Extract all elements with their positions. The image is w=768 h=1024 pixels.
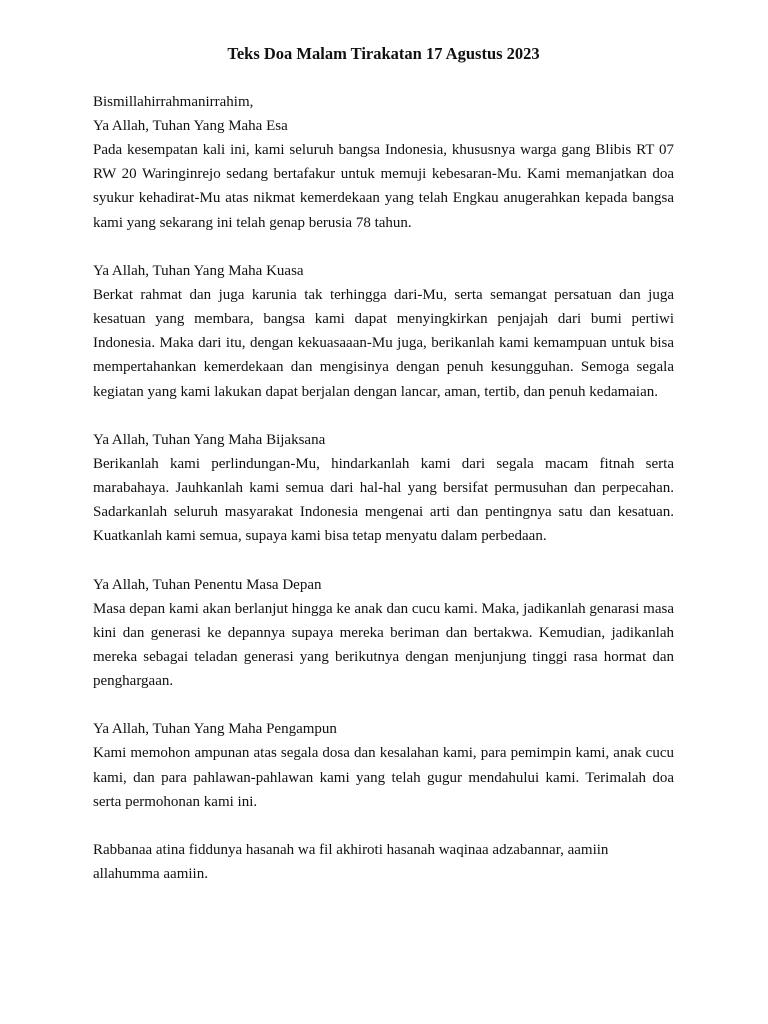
section-heading: Ya Allah, Tuhan Yang Maha Bijaksana (93, 431, 326, 448)
prayer-section-masa-depan (93, 573, 674, 694)
section-heading: Ya Allah, Tuhan Yang Maha Pengampun (93, 721, 337, 738)
section-paragraph: Berkat rahmat dan juga karunia tak terhingga dari-Mu, serta semangat persatuan dan juga kesatuan yang membara, bangsa kami dapat menyingkirkan penjajah dari bumi pertiwi Indonesia. Maka dari itu, dengan kekuasaaan-Mu juga, berikanlah kami kemampuan untuk bisa mempertahankan kemerdekaan dan mengisinya dengan penuh kesungguhan. Semoga segala kegiatan yang kami lakukan dapat berjalan dengan lancar, aman, tertib, dan penuh kedamaian. (93, 286, 674, 400)
section-heading: Ya Allah, Tuhan Penentu Masa Depan (93, 576, 322, 593)
closing-line-2: allahumma aamiin. (93, 866, 208, 883)
prayer-section-maha-kuasa (93, 259, 674, 404)
document-page (93, 40, 674, 886)
intro-heading: Ya Allah, Tuhan Yang Maha Esa (93, 118, 288, 134)
section-paragraph: Kami memohon ampunan atas segala dosa dan kesalahan kami, para pemimpin kami, anak cucu kami, dan para pahlawan-pahlawan kami yang telah gugur mendahului kami. Terimalah doa serta permohonan kami ini. (93, 745, 674, 810)
prayer-section-maha-pengampun (93, 717, 674, 814)
opening-greeting: Bismillahirrahmanirrahim, (93, 94, 254, 110)
closing-prayer (93, 838, 674, 886)
section-heading: Ya Allah, Tuhan Yang Maha Kuasa (93, 262, 304, 279)
section-paragraph: Berikanlah kami perlindungan-Mu, hindarkanlah kami dari segala macam fitnah serta marabahaya. Jauhkanlah kami semua dari hal-hal yang bersifat permusuhan dan perpecahan. Sadarkanlah seluruh masyarakat Indonesia mengenai arti dan pentingnya satu dan kesatuan. Kuatkanlah kami semua, supaya kami bisa tetap menyatu dalam perbedaan. (93, 455, 674, 545)
intro-paragraph: Pada kesempatan kali ini, kami seluruh bangsa Indonesia, khususnya warga gang Blibis RT 07 RW 20 Waringinrejo sedang bertafakur untuk memuji kebesaran-Mu. Kami memanjatkan doa syukur kehadirat-Mu atas nikmat kemerdekaan yang telah Engkau anugerahkan kepada bangsa kami yang sekarang ini telah genap berusia 78 tahun. (93, 142, 674, 231)
document-title: Teks Doa Malam Tirakatan 17 Agustus 2023 (227, 44, 540, 63)
prayer-section-maha-bijaksana (93, 428, 674, 549)
closing-line-1: Rabbanaa atina fiddunya hasanah wa fil akhiroti hasanah waqinaa adzabannar, aamiin (93, 842, 609, 859)
intro-block (93, 90, 674, 235)
section-paragraph: Masa depan kami akan berlanjut hingga ke anak dan cucu kami. Maka, jadikanlah genarasi masa kini dan generasi ke depannya supaya mereka beriman dan bertakwa. Kemudian, jadikanlah mereka sebagai teladan generasi yang berikutnya dengan menjunjung tinggi rasa hormat dan penghargaan. (93, 600, 674, 690)
